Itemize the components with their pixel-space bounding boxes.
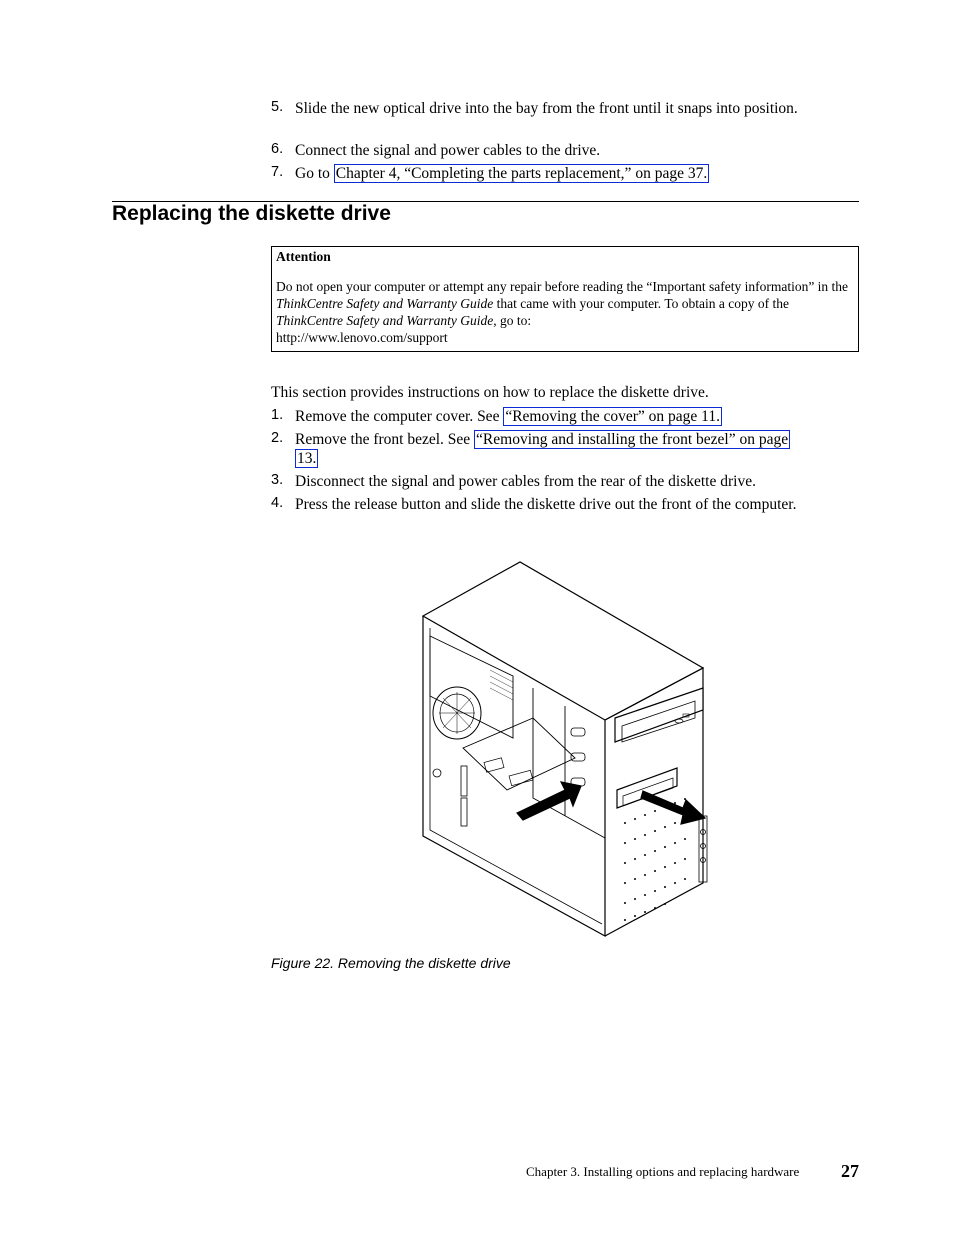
step-number: 2. <box>271 430 284 446</box>
attention-text: Do not open your computer or attempt any repair before reading the “Important safety information” in the <box>276 279 849 294</box>
removing-cover-link[interactable]: “Removing the cover” on page 11. <box>505 408 720 425</box>
guide-title: ThinkCentre Safety and Warranty Guide <box>276 313 494 328</box>
attention-text: that came with your computer. To obtain a copy of the <box>493 296 789 311</box>
step-number: 5. <box>271 99 284 115</box>
support-url[interactable]: http://www.lenovo.com/support <box>276 330 448 345</box>
step-text <box>295 164 857 183</box>
step-text: Disconnect the signal and power cables from the rear of the diskette drive. <box>295 473 756 490</box>
step-prefix: Remove the computer cover. See <box>295 408 504 425</box>
step-text: Slide the new optical drive into the bay from the front until it snaps into position. <box>295 100 798 117</box>
attention-text: , go to: <box>493 313 532 328</box>
step-number: 7. <box>271 164 284 180</box>
step-text: Connect the signal and power cables to the drive. <box>295 142 601 159</box>
step-prefix: Remove the front bezel. See <box>295 431 475 448</box>
front-bezel-link[interactable]: “Removing and installing the front bezel” on page <box>476 431 789 448</box>
chapter-4-link[interactable]: Chapter 4, “Completing the parts replacement,” on page 37. <box>335 165 708 182</box>
step-prefix: Go to <box>295 165 334 182</box>
figure-caption: Figure 22. Removing the diskette drive <box>271 955 511 971</box>
step-number: 3. <box>271 472 284 488</box>
fan-icon <box>433 687 481 739</box>
footer-chapter: Chapter 3. Installing options and replacing hardware <box>526 1164 800 1179</box>
attention-box <box>271 246 859 352</box>
intro-paragraph: This section provides instructions on how to replace the diskette drive. <box>271 384 709 401</box>
pull-arrow-icon <box>641 791 705 824</box>
section-title: Replacing the diskette drive <box>112 202 391 225</box>
expansion-card <box>463 718 575 790</box>
push-arrow-icon <box>517 782 581 820</box>
diskette-drive-figure <box>415 558 715 943</box>
front-bezel-link-page[interactable]: 13. <box>297 450 317 467</box>
attention-body <box>276 278 851 346</box>
attention-heading: Attention <box>276 249 331 264</box>
front-grille <box>624 798 686 921</box>
step-number: 6. <box>271 141 284 157</box>
step-text <box>295 430 857 468</box>
step-text <box>295 407 857 426</box>
step-number: 1. <box>271 407 284 423</box>
step-number: 4. <box>271 495 284 511</box>
page-number: 27 <box>841 1161 859 1181</box>
guide-title: ThinkCentre Safety and Warranty Guide <box>276 296 494 311</box>
step-text: Press the release button and slide the diskette drive out the front of the computer. <box>295 496 797 513</box>
